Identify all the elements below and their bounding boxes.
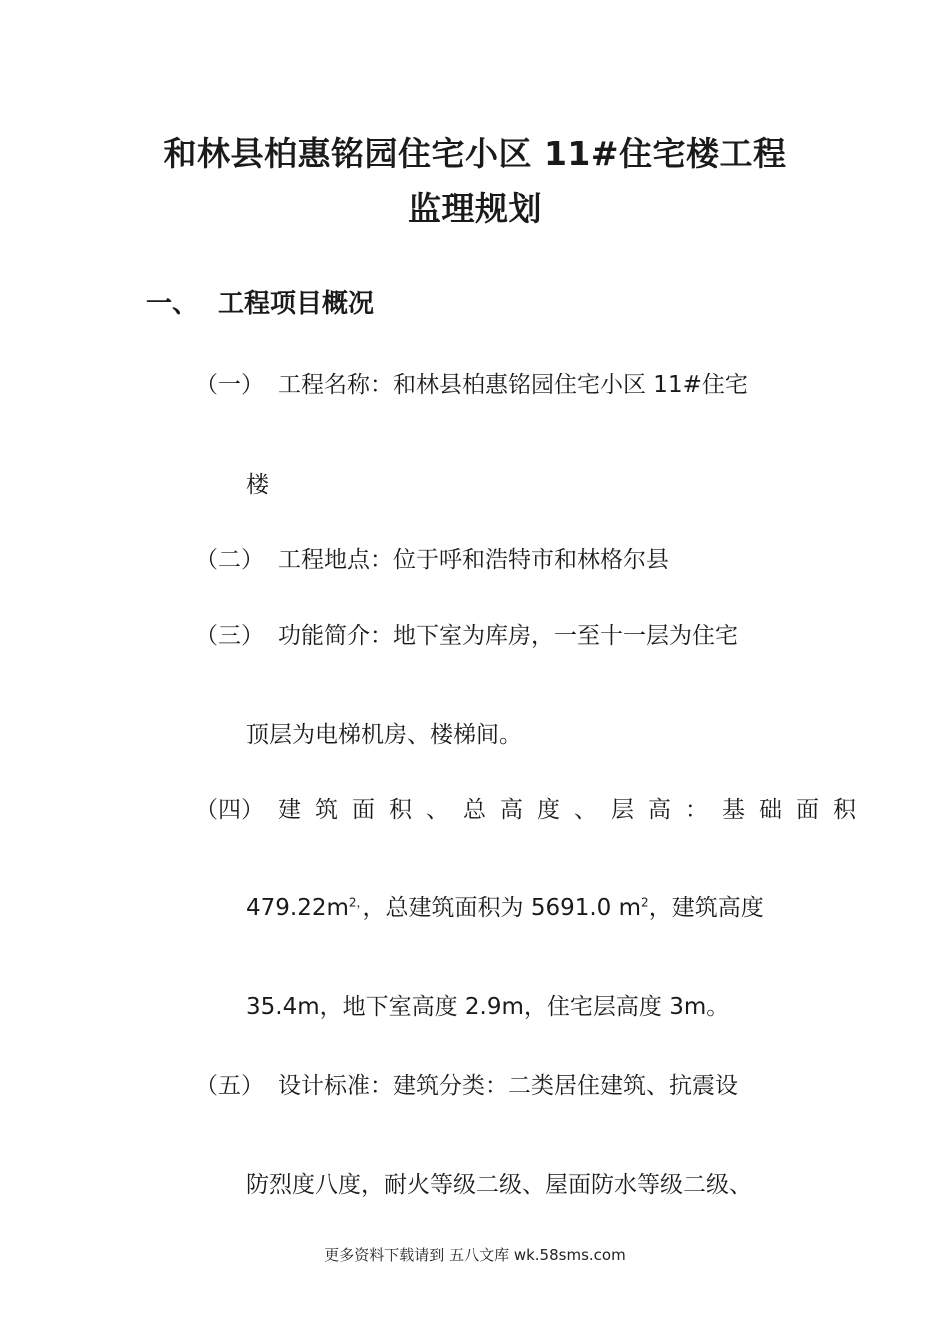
base-area-superscript: 2， <box>348 895 363 910</box>
item-3-marker: （三） <box>195 623 264 649</box>
item-5-line-2: 防烈度八度，耐火等级二级、屋面防水等级二级、 <box>246 1172 752 1198</box>
total-area-text: ，总建筑面积为 5691.0 m <box>362 895 642 921</box>
base-area-value: 479.22m <box>246 895 349 921</box>
section-title: 工程项目概况 <box>218 289 375 319</box>
item-2-line-1: 工程地点：位于呼和浩特市和林格尔县 <box>278 547 669 573</box>
item-4-marker: （四） <box>195 797 264 823</box>
document-title-line-2: 监理规划 <box>408 189 542 228</box>
item-5-marker: （五） <box>195 1073 264 1099</box>
item-1-line-1: 工程名称：和林县柏惠铭园住宅小区 11#住宅 <box>278 372 748 398</box>
item-3-line-2: 顶层为电梯机房、楼梯间。 <box>246 722 522 748</box>
item-2-marker: （二） <box>195 547 264 573</box>
building-height-label: ，建筑高度 <box>648 895 764 921</box>
footer-watermark-text: 更多资料下载请到 五八文库 wk.58sms.com <box>324 1246 626 1264</box>
section-heading <box>146 283 374 320</box>
item-3-line-1: 功能简介：地下室为库房，一至十一层为住宅 <box>278 623 738 649</box>
item-1-line-2: 楼 <box>246 472 269 498</box>
total-area-superscript: 2 <box>641 895 649 910</box>
item-4-line-3: 35.4m，地下室高度 2.9m，住宅层高度 3m。 <box>246 994 730 1020</box>
item-5-line-1: 设计标准：建筑分类：二类居住建筑、抗震设 <box>278 1073 738 1099</box>
document-title-line-1: 和林县柏惠铭园住宅小区 11#住宅楼工程 <box>163 134 787 173</box>
item-1-marker: （一） <box>195 372 264 398</box>
item-4-line-2 <box>246 889 764 922</box>
section-number: 一、 <box>146 289 199 319</box>
item-4-line-1: 建筑面积、总高度、层高：基础面积 <box>278 797 870 823</box>
